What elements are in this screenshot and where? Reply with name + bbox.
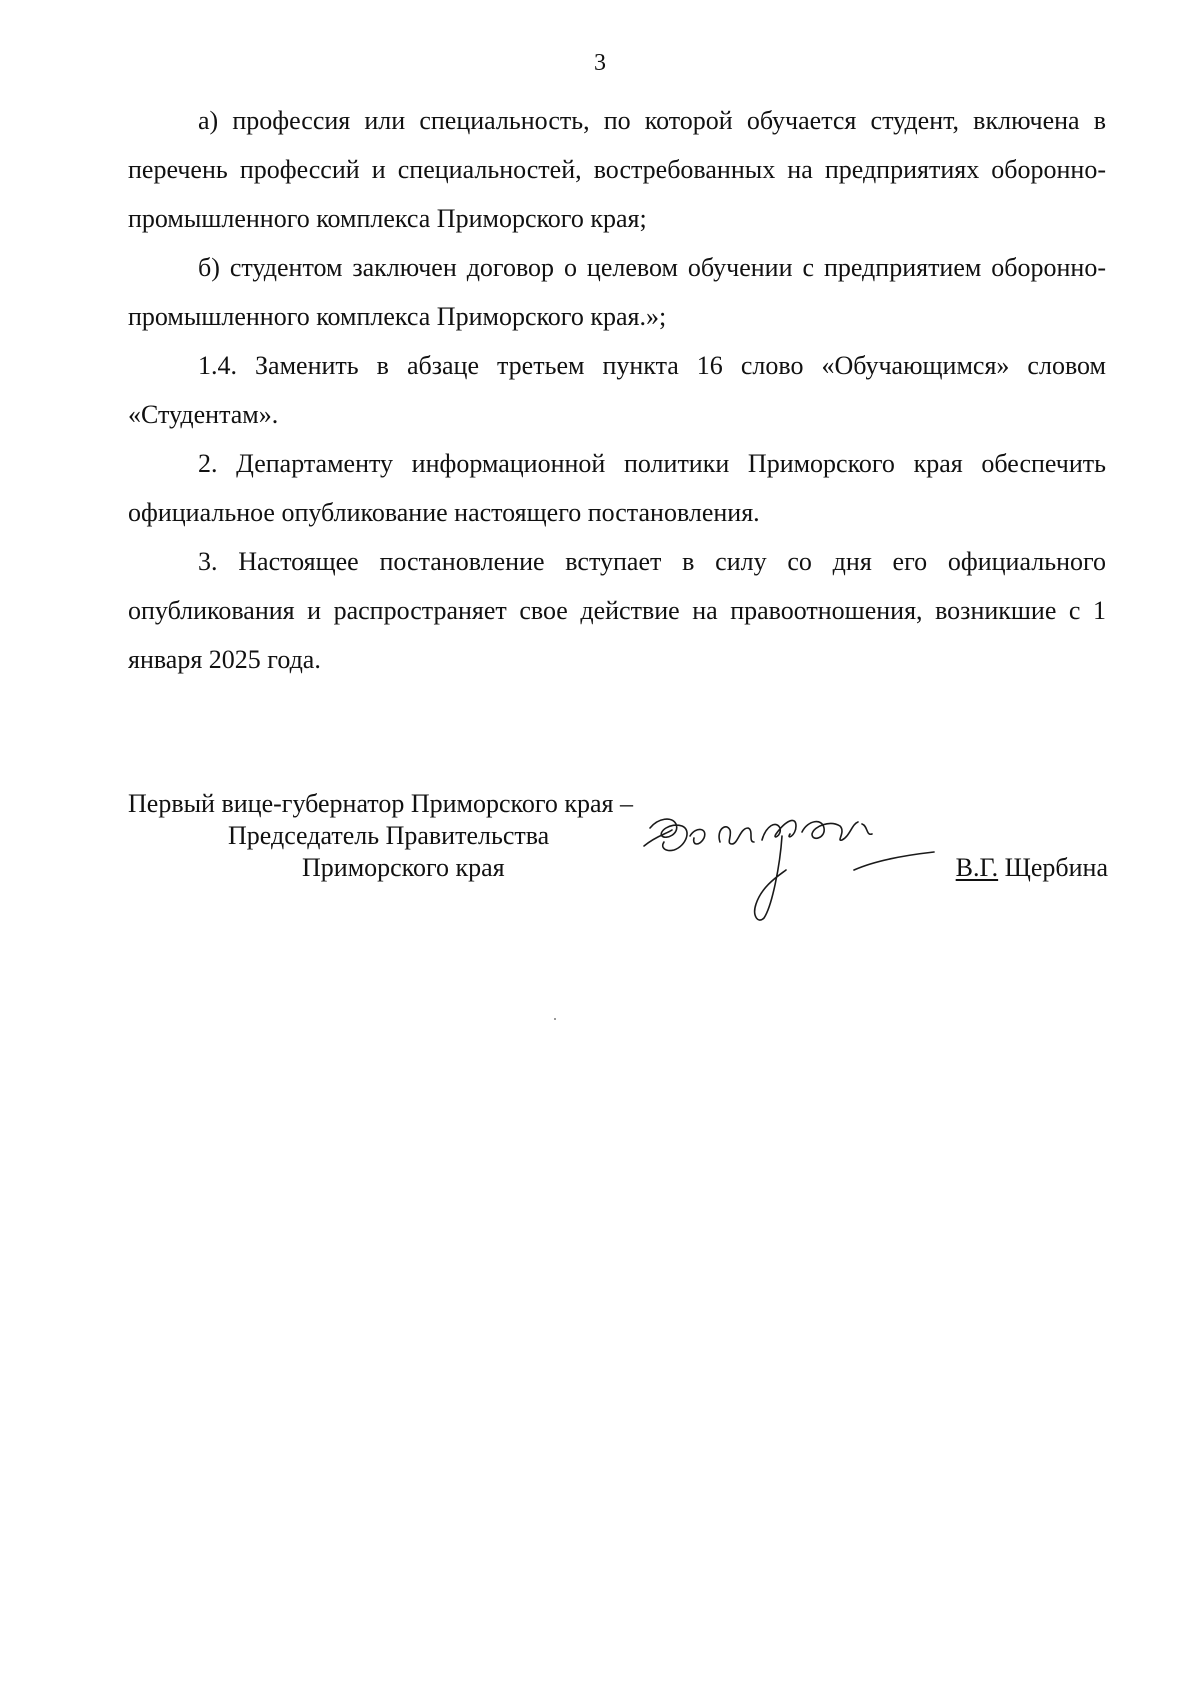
signer-position-line2: Председатель Правительства	[228, 821, 550, 850]
document-body	[128, 96, 1106, 684]
scan-artifact	[554, 1018, 556, 1020]
signature-block	[128, 788, 1108, 948]
paragraph-2: 2. Департаменту информационной политики Приморского края обеспечить официальное опубликование настоящего постановления.	[128, 449, 1106, 527]
signer-position-line3: Приморского края	[302, 853, 505, 882]
paragraph-3: 3. Настоящее постановление вступает в силу со дня его официального опубликования и распространяет свое действие на правоотношения, возникшие с 1 января 2025 года.	[128, 547, 1106, 674]
paragraph-item-b: б) студентом заключен договор о целевом обучении с предприятием оборонно-промышленного комплекса Приморского края.»;	[128, 253, 1106, 331]
paragraph-item-a: а) профессия или специальность, по которой обучается студент, включена в перечень профессий и специальностей, востребованных на предприятиях оборонно-промышленного комплекса Приморского края;	[128, 106, 1106, 233]
signer-initials: В.Г.	[955, 853, 999, 882]
page-number: 3	[594, 50, 606, 76]
handwritten-signature	[636, 806, 936, 946]
paragraph-1-4: 1.4. Заменить в абзаце третьем пункта 16 слово «Обучающимся» словом «Студентам».	[128, 351, 1106, 429]
signer-name	[956, 852, 1108, 884]
signer-position-line1: Первый вице-губернатор Приморского края –	[128, 789, 633, 818]
signer-surname: Щербина	[1004, 853, 1108, 882]
